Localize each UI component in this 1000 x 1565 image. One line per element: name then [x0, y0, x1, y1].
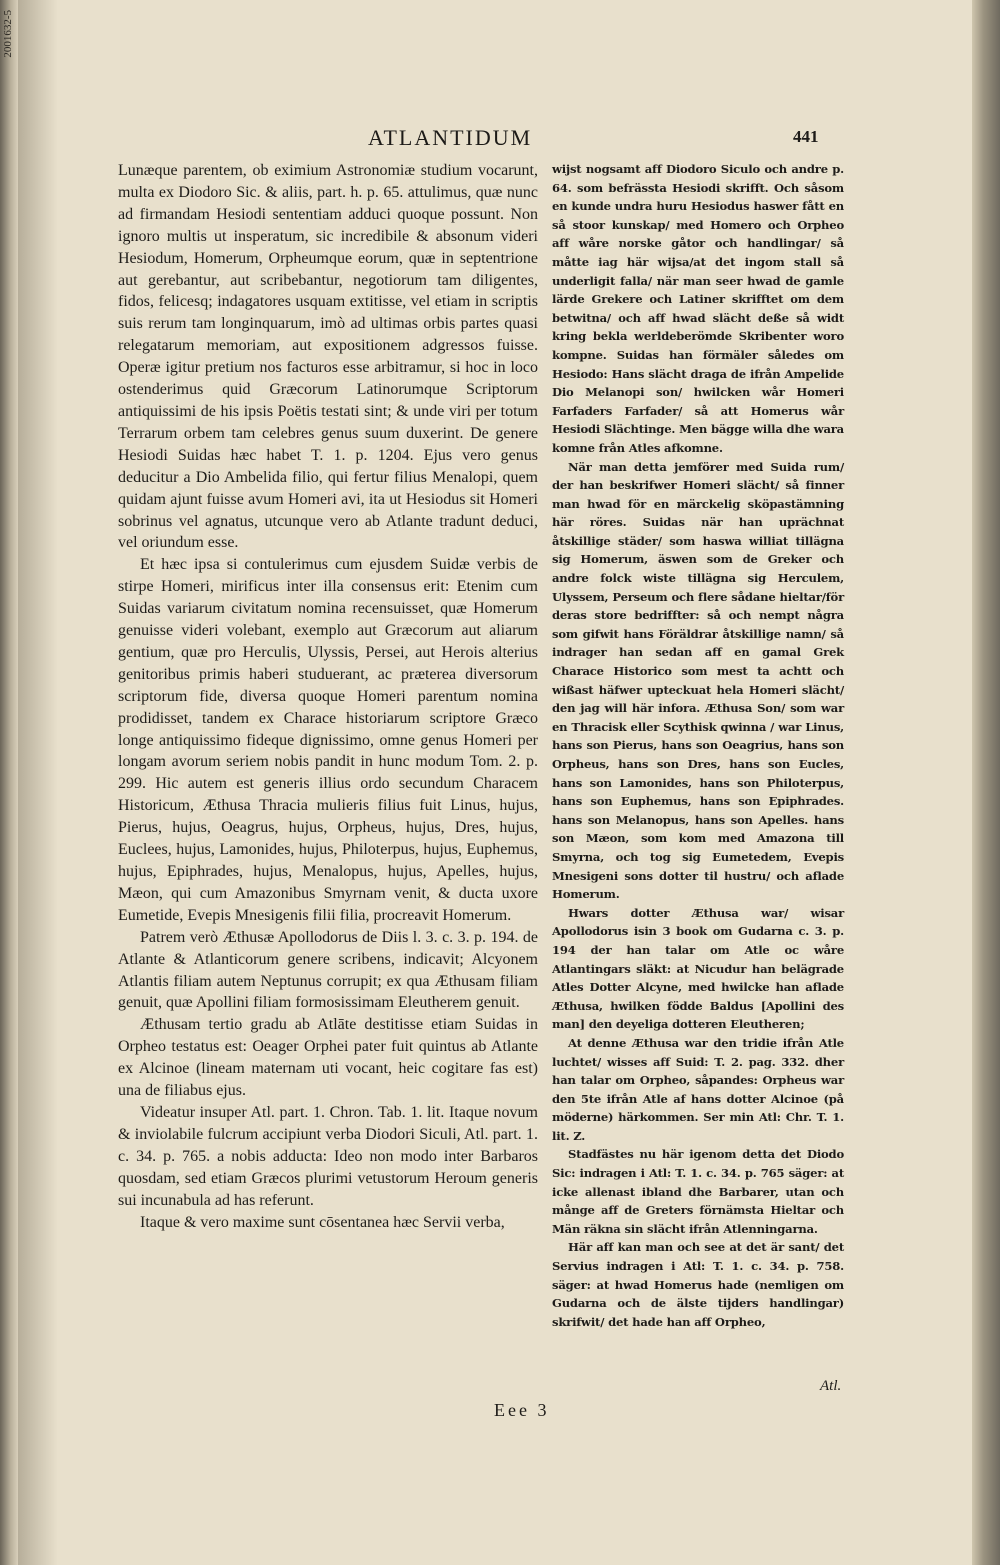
latin-paragraph-2: Et hæc ipsa si contulerimus cum ejusdem Suidæ verbis de stirpe Homeri, mirificus inter illa consensus erit: Etenim cum Suidas variarum civitatum nomina recensuisset, quæ Homerum genuisse videri volebant, exemplo aut Græcorum aut aliarum gentium, quæ pro Herculis, Ulyssis, Persei, aut Herois alterius genitoribus primis haberi studuerant, ac præterea diversorum scriptorum fide, diversa quoque Homeri parentum nomina prodidisset, tandem ex Charace historiarum scriptore Græco longe antiquissimo fideque dignissimo, omne genus Homeri per longam avorum seriem nobis pandit in hunc modum Tom. 2. p. 299. Hic autem est generis illius ordo secundum Characem Historicum, Æthusa Thracia mulieris filius fuit Linus, hujus, Pierus, hujus, Oeagrus, hujus, Orpheus, hujus, Dres, hujus, Euclees, hujus, Lamonides, hujus, Philoterpus, hujus, Euphemus, hujus, Epiphrades, hujus, Menalopus, hujus, Apelles, hujus, Mæon, qui cum Amazonibus Smyrnam venit, & ducta uxore Eumetide, Evepis Mnesigenis filii filia, procreavit Homerum.	[118, 556, 538, 924]
latin-paragraph-4: Æthusam tertio gradu ab Atlāte destitisse etiam Suidas in Orpheo testatus est: Oeager Orphei pater fuit quintus ab Atlante ex Alcinoe (lineam maternam uti vocant, heic cogitare fas est) una de filiabus ejus.	[118, 1016, 538, 1100]
swedish-paragraph-6: Här aff kan man och see at det är sant/ det Servius indragen i Atl: T. 1. c. 34. p. 758. säger: at hwad Homerus hade (nemligen om Gudarna och de älste tijders handlingar) skrifwit/ det hade han aff Orpheo,	[552, 1240, 844, 1329]
latin-paragraph-3: Patrem verò Æthusæ Apollodorus de Diis l. 3. c. 3. p. 194. de Atlante & Atlanticorum genere scribens, indicavit; Alcyonem Atlantis filiam autem Neptunus corrupit; ex qua Æthusam filiam genuit, quæ Apollini filiam formosissimam Eleutherem genuit.	[118, 928, 538, 1012]
latin-column	[118, 160, 538, 1233]
catchword: Atl.	[820, 1378, 842, 1394]
running-head: ATLANTIDUM	[368, 125, 533, 150]
margin-mark: 2001632-5	[2, 10, 14, 58]
latin-paragraph-6: Itaque & vero maxime sunt cōsentanea hæc Servii verba,	[140, 1213, 505, 1231]
swedish-paragraph-4: At denne Æthusa war den tridie ifrån Atle luchtet/ wisses aff Suid: T. 2. pag. 332. dher han talar om Orpheo, såpandes: Orpheus war den 5te ifrån Atle af hans dotter Alcinoe (på möderne) härkommen. Ser min Atl: Chr. T. 1. lit. Z.	[552, 1035, 844, 1143]
latin-paragraph-5: Videatur insuper Atl. part. 1. Chron. Tab. 1. lit. Itaque novum & inviolabile fulcrum accipiunt verba Diodori Siculi, Atl. part. 1. c. 34. p. 765. a nobis adducta: Ideo non modo inter Barbaros quosdam, sed etiam Græcos plurimi vetustorum Heroum generis sui incunabula ad has referunt.	[118, 1103, 538, 1209]
swedish-paragraph-2: När man detta jemförer med Suida rum/ der han beskrifwer Homeri slächt/ så finner man hwad för en märckelig sköpastämning här röres. Suidas när han uprächnat åtskillige städer/ som haswa williat tillägna sig Homerum, äswen som de Greker och andre folck wiste tillägna sig Herculem, Ulyssem, Perseum och flere sådane hieltar/för deras store bedriffter: så och nempt några som gifwit hans Föräldrar åtskillige namn/ så indrager han sedan aff en gamal Grek Charace Historico som mest ta achtt och wißast häfwer upteckuat hela Homeri slächt/ den jag will här infora. Æthusa Son/ som war en Thracisk eller Scythisk qwinna / war Linus, hans son Pierus, hans son Oeagrius, hans son Orpheus, hans son Dres, hans son Eucles, hans son Lamonides, hans son Philoterpus, hans son Euphemus, hans son Epiphrades. hans son Melanopus, hans son Apelles. hans son Mæon, som kom med Amazona till Smyrna, och tog sig Eumetedem, Evepis Mnesigeni sons dotter til hustru/ och aflade Homerum.	[552, 459, 844, 902]
signature-mark: Eee 3	[494, 1400, 550, 1420]
spine-shadow	[18, 0, 58, 1565]
page-number: 441	[793, 127, 819, 146]
swedish-paragraph-5: Stadfästes nu här igenom detta det Diodo Sic: indragen i Atl: T. 1. c. 34. p. 765 säger: at icke allenast ibland dhe Barbarer, utan och månge aff de Greters förnämsta Hieltar och Män räkna sin slächt ifrån Atlenningarna.	[552, 1147, 844, 1236]
swedish-column	[552, 160, 844, 1331]
previous-page-edge	[0, 0, 18, 1565]
swedish-paragraph-3: Hwars dotter Æthusa war/ wisar Apollodorus isin 3 book om Gudarna c. 3. p. 194 der han talar om Atle oc wåre Atlantingars släkt: at Nicudur han belägrade Atles Dotter Alcyne, med hwilcke han aflade Æthusa, hwilken födde Baldus [Apollini des man] den deyeliga dotteren Eleutheren;	[552, 905, 844, 1032]
fore-edge	[972, 0, 1000, 1565]
latin-paragraph-1: Lunæque parentem, ob eximium Astronomiæ studium vocarunt, multa ex Diodoro Sic. & aliis, part. h. p. 65. attulimus, quæ nunc ad firmandam Hesiodi sententiam adduci quoque possunt. Non ignoro multis ut insperatum, sic incredibile & absonum videri Hesiodum, Homerum, Orpheumque eorum, quæ in septentrione aut gerebantur, aut scribebantur, negotiorum tam diligentes, fidos, felicesq; indagatores usquam extitisse, vel etiam in scriptis suis rerum tam longinquarum, imò ad ultimas orbis partes quasi relegatarum memoriam, aut expositionem adgressos fuisse. Operæ igitur pretium nos facturos esse arbitramur, si hoc in loco ostenderimus quid Græcorum Latinorumque Scriptorum antiquissimi de his ipsis Poëtis testati sint; & unde viri per totum Terrarum orbem tam celebres genus suum duxerint. De genere Hesiodi Suidas hæc habet T. 1. p. 1204. Ejus vero genus deducitur a Dio Ambelida filio, qui fertur filius Menalopi, quem quidam ajunt fuisse avum Homeri avi, ita ut Hesiodus sit Homeri sobrinus vel agnatus, utcunque vero ab Atlante tradunt deduci, vel oriundum esse.	[118, 162, 538, 552]
swedish-paragraph-1: wijst nogsamt aff Diodoro Siculo och andre p. 64. som befrässta Hesiodi skrifft. Och såsom en kunde undra huru Hesiodus haswer fått en så stoor kunskap/ med Homero och Orpheo aff wåre norske gåtor och handlingar/ så måtte iag här wijsa/at det ingom stall så underligit falla/ när man seer hwad de gamle lärde Grekere och Latiner skrifftet om dem betwitna/ och aff hwad slächt deße så widt kring bekla werldeberömde Skribenter woro kompne. Suidas han förmäler således om Hesiodo: Hans slächt draga de ifrån Ampelide Dio Melanopi son/ hwilcken wår Homeri Farfaders Farfader/ så att Homerus wår Hesiodi Slächtinge. Men bägge willa dhe wara komne från Atles afkomne.	[552, 162, 844, 455]
